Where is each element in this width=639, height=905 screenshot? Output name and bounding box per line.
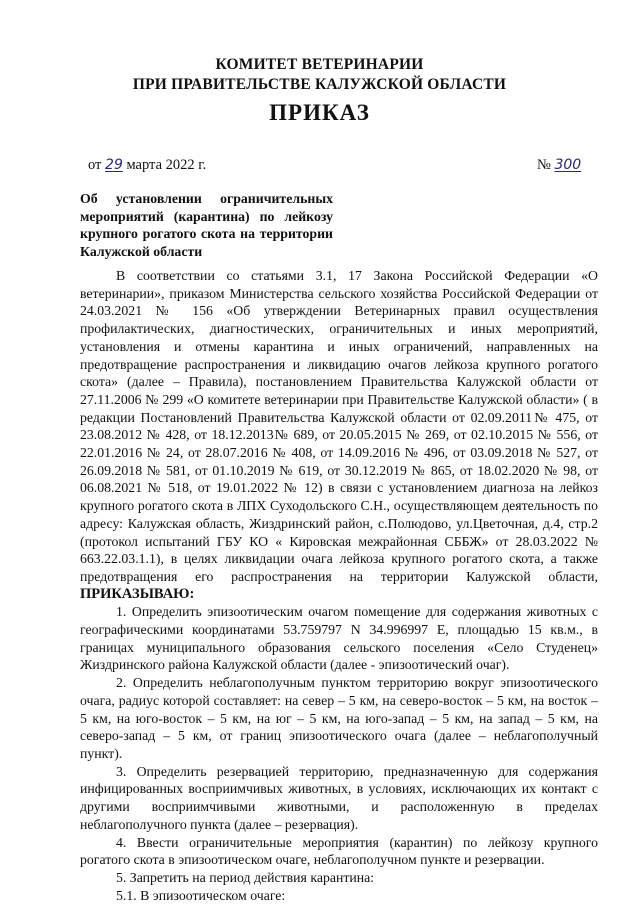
document-title: ПРИКАЗ [269, 100, 370, 125]
preamble-paragraph: В соответствии со статьями 3.1, 17 Закона Российской Федерации «О ветеринарии», приказом Министерства сельского хозяйства Российской Федерации от 24.03.2021 № 156 «Об утверждении Ветеринарных правил осуществления профилактических, диагностических, ограничительных и иных мероприятий, установления и отмены карантина и иных ограничений, направленных на предотвращение распространения и ликвидацию очагов лейкоза крупного рогатого скота» (далее – Правила), постановлением Правительства Калужской области от 27.11.2006 № 299 «О комитете ветеринарии при Правительстве Калужской области» ( в редакции Постановлений Правительства Калужской области от 02.09.2011№ 475, от 23.08.2012 № 428, от 18.12.2013№ 689, от 20.05.2015 № 269, от 02.10.2015 № 556, от 22.01.2016 № 24, от 28.07.2016 № 408, от 14.09.2016 № 496, от 03.09.2018 № 527, от 26.09.2018 № 581, от 01.10.2019 № 619, от 30.12.2019 № 865, от 18.02.2020 № 98, от 06.08.2021 № 518, от 19.01.2022 № 12) в связи с установлением диагноза на лейкоз крупного рогатого скота в ЛПХ Суходольского С.Н., осуществляющем деятельность по адресу: Калужская область, Жиздринский район, с.Полюдово, ул.Цветочная, д.4, стр.2 (протокол испытаний ГБУ КО « Кировская межрайонная СББЖ» от 28.03.2022 № 663.22.03.1.1), в целях ликвидации очага лейкоза крупного рогатого скота, а также предотвращения его распространения на территории Калужской области, [80, 268, 598, 584]
item-4: 4. Ввести ограничительные мероприятия (карантин) по лейкозу крупного рогатого скота в эпизоотическом очаге, неблагополучном пункте и резервации. [80, 834, 598, 868]
number-value-handwritten: 300 [554, 157, 582, 173]
item-2: 2. Определить неблагополучным пунктом территорию вокруг эпизоотического очага, радиус которой составляет: на север – 5 км, на северо-восток – 5 км, на восток – 5 км, на юго-восток – 5 км, на юг – 5 км, на юго-запад – 5 км, на запад – 5 км, на северо-запад – 5 км, от границ эпизоотического очага (далее – неблагополучный пункт). [80, 675, 598, 761]
date-day-handwritten: 29 [105, 157, 123, 173]
order-body [80, 267, 598, 904]
item-5: 5. Запретить на период действия карантина: [116, 869, 375, 885]
decree-word: ПРИКАЗЫВАЮ: [80, 585, 195, 602]
date-rest: марта 2022 г. [126, 157, 207, 173]
order-number [537, 157, 581, 174]
item-1: 1. Определить эпизоотическим очагом помещение для содержания животных с географическими координатами 53.759797 N 34.996997 E, площадью 15 кв.м., в границах муниципального образования сельского поселения «Село Студенец» Жиздринского района Калужской области (далее - эпизоотический очаг). [80, 604, 598, 673]
number-prefix: № [537, 157, 551, 173]
item-5-1: 5.1. В эпизоотическом очаге: [116, 887, 286, 903]
order-date [88, 157, 206, 174]
committee-name-line2: ПРИ ПРАВИТЕЛЬСТВЕ КАЛУЖСКОЙ ОБЛАСТИ [132, 76, 507, 93]
committee-name-line1: КОМИТЕТ ВЕТЕРИНАРИИ [215, 56, 424, 73]
order-subject: Об установлении ограничительных мероприятий (карантина) по лейкозу крупного рогатого скота на территории Калужской области [80, 191, 333, 259]
date-prefix: от [88, 157, 102, 173]
item-3: 3. Определить резервацией территорию, предназначенную для содержания инфицированных восприимчивых животных, в условиях, исключающих их контакт с другими восприимчивыми животными, и расположенную в пределах неблагополучного пункта (далее – резервация). [80, 763, 598, 832]
